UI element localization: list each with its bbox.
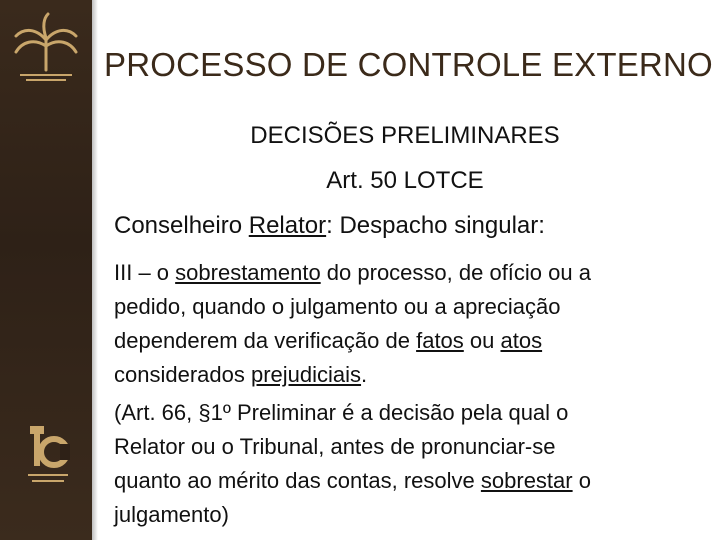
underlined-term: fatos	[416, 328, 464, 353]
text-segment: dependerem da verificação de	[114, 328, 417, 353]
slide-title: PROCESSO DE CONTROLE EXTERNO	[104, 46, 713, 83]
text-segment: do processo, de ofício ou a	[320, 260, 591, 285]
rapporteur-underlined: Relator	[248, 212, 327, 239]
article-reference: Art. 50 LOTCE	[326, 167, 484, 194]
paragraph-2-line-2: Relator ou o Tribunal, antes de pronunciar-se	[114, 434, 556, 459]
paragraph-2-line-4: julgamento)	[114, 502, 229, 527]
text-segment: o	[572, 468, 591, 493]
underlined-term: sobrestar	[480, 468, 573, 493]
underlined-term: atos	[500, 328, 543, 353]
section-heading: DECISÕES PRELIMINARES	[250, 122, 560, 149]
paragraph-2-line-3	[114, 464, 704, 498]
paragraph-2-line-1: (Art. 66, §1º Preliminar é a decisão pela qual o	[114, 400, 569, 425]
text-segment: considerados	[114, 362, 251, 387]
paragraph-item-iii	[114, 256, 704, 392]
paragraph-1-line-1	[114, 256, 704, 290]
paragraph-article-66	[114, 396, 704, 532]
sidebar-shadow	[92, 0, 98, 540]
sidebar	[0, 0, 92, 540]
paragraph-1-line-4	[114, 358, 704, 392]
rapporteur-line	[114, 212, 545, 240]
paragraph-1-line-3	[114, 324, 704, 358]
rapporteur-text-2: : Despacho singular:	[326, 212, 545, 239]
text-segment: ou	[463, 328, 501, 353]
palm-leaves-logo-icon	[6, 8, 86, 88]
rapporteur-text-1: Conselheiro	[114, 212, 249, 239]
tce-seal-logo-icon	[22, 420, 74, 490]
underlined-term: sobrestamento	[175, 260, 321, 285]
text-segment: .	[361, 362, 368, 387]
paragraph-1-line-2: pedido, quando o julgamento ou a apreciação	[114, 294, 561, 319]
underlined-term: prejudiciais	[250, 362, 362, 387]
text-segment: III – o	[114, 260, 176, 285]
text-segment: quanto ao mérito das contas, resolve	[114, 468, 481, 493]
